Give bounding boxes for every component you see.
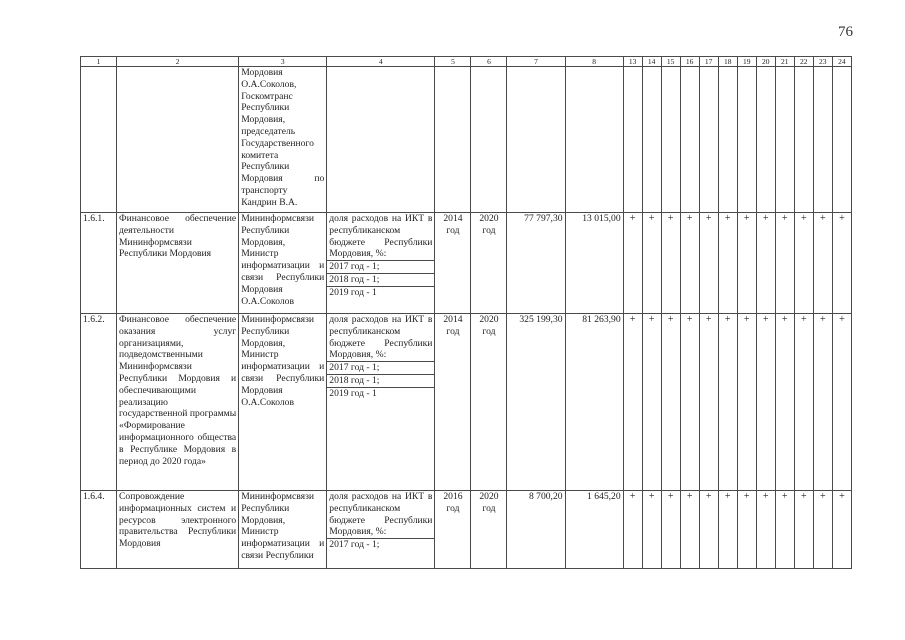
cell-empty (117, 67, 239, 213)
column-header: 19 (737, 57, 756, 67)
indicator-cell (327, 213, 435, 314)
table-row (81, 213, 852, 314)
column-header: 15 (661, 57, 680, 67)
plus-mark: + (794, 213, 813, 314)
executor-cell: Мининформсвязи Республики Мордовия, Министр информатизации и связи Республики Мордовия О.А.Соколов (239, 314, 327, 491)
total-amount: 325 199,30 (507, 314, 565, 491)
plus-mark: + (642, 491, 661, 569)
year-amount: 13 015,00 (565, 213, 623, 314)
total-amount: 8 700,20 (507, 491, 565, 569)
row-number: 1.6.1. (81, 213, 117, 314)
cell-empty (756, 67, 775, 213)
plus-mark: + (680, 491, 699, 569)
column-header: 2 (117, 57, 239, 67)
plus-mark: + (623, 491, 642, 569)
indicator-year: 2018 год - 1; (327, 374, 434, 387)
cell-empty (623, 67, 642, 213)
plus-mark: + (718, 213, 737, 314)
column-header: 24 (832, 57, 851, 67)
plus-mark: + (737, 491, 756, 569)
column-header: 20 (756, 57, 775, 67)
cell-empty (680, 67, 699, 213)
plus-mark: + (756, 213, 775, 314)
indicator-text: доля расходов на ИКТ в республиканском бюджете Республики Мордовия, %: (329, 314, 433, 361)
indicator-year: 2019 год - 1 (327, 387, 434, 400)
plus-mark: + (680, 213, 699, 314)
plus-mark: + (756, 314, 775, 491)
plus-mark: + (813, 213, 832, 314)
column-header: 23 (813, 57, 832, 67)
column-header: 17 (699, 57, 718, 67)
table-row (81, 314, 852, 491)
plus-mark: + (775, 491, 794, 569)
plus-mark: + (699, 314, 718, 491)
measure-name: Финансовое обеспечение деятельности Мининформсвязи Республики Мордовия (117, 213, 239, 314)
plus-mark: + (699, 213, 718, 314)
indicator-text: доля расходов на ИКТ в республиканском бюджете Республики Мордовия, %: (329, 213, 433, 260)
column-header: 4 (327, 57, 435, 67)
plus-mark: + (661, 213, 680, 314)
plus-mark: + (699, 491, 718, 569)
cell-empty (661, 67, 680, 213)
start-year: 2014 год (435, 213, 471, 314)
plus-mark: + (623, 314, 642, 491)
plus-mark: + (756, 491, 775, 569)
indicator-year: 2018 год - 1; (327, 273, 434, 286)
plus-mark: + (642, 314, 661, 491)
cell-empty (718, 67, 737, 213)
total-amount: 77 797,30 (507, 213, 565, 314)
executor-cell: Мордовия О.А.Соколов, Госкомтранс Республики Мордовия, председатель Государственного комитета Республики Мордовия по транспорту Кандрин В.А. (239, 67, 327, 213)
column-header: 22 (794, 57, 813, 67)
column-header: 6 (471, 57, 507, 67)
indicator-text: доля расходов на ИКТ в республиканском бюджете Республики Мордовия, %: (329, 491, 433, 538)
plus-mark: + (775, 213, 794, 314)
cell-empty (699, 67, 718, 213)
plus-mark: + (813, 314, 832, 491)
plus-mark: + (661, 491, 680, 569)
cell-empty (507, 67, 565, 213)
plus-mark: + (642, 213, 661, 314)
program-table (80, 56, 852, 569)
plus-mark: + (832, 213, 851, 314)
year-amount: 1 645,20 (565, 491, 623, 569)
cell-empty (435, 67, 471, 213)
column-header: 18 (718, 57, 737, 67)
plus-mark: + (737, 314, 756, 491)
cell-empty (794, 67, 813, 213)
plus-mark: + (661, 314, 680, 491)
column-header: 3 (239, 57, 327, 67)
cell-empty (775, 67, 794, 213)
start-year: 2016 год (435, 491, 471, 569)
cell-empty (813, 67, 832, 213)
page-number: 76 (838, 24, 853, 40)
cell-empty (471, 67, 507, 213)
column-header: 13 (623, 57, 642, 67)
end-year: 2020 год (471, 213, 507, 314)
column-header: 16 (680, 57, 699, 67)
plus-mark: + (794, 491, 813, 569)
plus-mark: + (718, 491, 737, 569)
plus-mark: + (832, 314, 851, 491)
cell-empty (642, 67, 661, 213)
year-amount: 81 263,90 (565, 314, 623, 491)
column-header: 8 (565, 57, 623, 67)
plus-mark: + (775, 314, 794, 491)
end-year: 2020 год (471, 314, 507, 491)
column-header: 21 (775, 57, 794, 67)
indicator-cell (327, 314, 435, 491)
executor-cell: Мининформсвязи Республики Мордовия, Министр информатизации и связи Республики Мордовия О.А.Соколов (239, 213, 327, 314)
column-number-row (81, 57, 852, 67)
plus-mark: + (623, 213, 642, 314)
indicator-year: 2017 год - 1; (327, 361, 434, 374)
row-number: 1.6.2. (81, 314, 117, 491)
plus-mark: + (718, 314, 737, 491)
column-header: 14 (642, 57, 661, 67)
column-header: 5 (435, 57, 471, 67)
cell-empty (81, 67, 117, 213)
executor-cell: Мининформсвязи Республики Мордовия, Министр информатизации и связи Республики (239, 491, 327, 569)
indicator-year: 2017 год - 1; (327, 538, 434, 551)
plus-mark: + (794, 314, 813, 491)
row-number: 1.6.4. (81, 491, 117, 569)
plus-mark: + (832, 491, 851, 569)
indicator-year: 2017 год - 1; (327, 260, 434, 273)
column-header: 1 (81, 57, 117, 67)
end-year: 2020 год (471, 491, 507, 569)
plus-mark: + (813, 491, 832, 569)
measure-name: Сопровождение информационных систем и ресурсов электронного правительства Республики Мордовия (117, 491, 239, 569)
indicator-cell (327, 491, 435, 569)
plus-mark: + (737, 213, 756, 314)
cell-empty (327, 67, 435, 213)
start-year: 2014 год (435, 314, 471, 491)
cell-empty (832, 67, 851, 213)
table-row (81, 491, 852, 569)
continuation-row (81, 67, 852, 213)
column-header: 7 (507, 57, 565, 67)
plus-mark: + (680, 314, 699, 491)
cell-empty (565, 67, 623, 213)
cell-empty (737, 67, 756, 213)
indicator-year: 2019 год - 1 (327, 286, 434, 299)
measure-name: Финансовое обеспечение оказания услуг организациями, подведомственными Мининформсвязи Республики Мордовия и обеспечивающими реализацию государственной программы «Формирование информационного общества в Республике Мордовия в период до 2020 года» (117, 314, 239, 491)
